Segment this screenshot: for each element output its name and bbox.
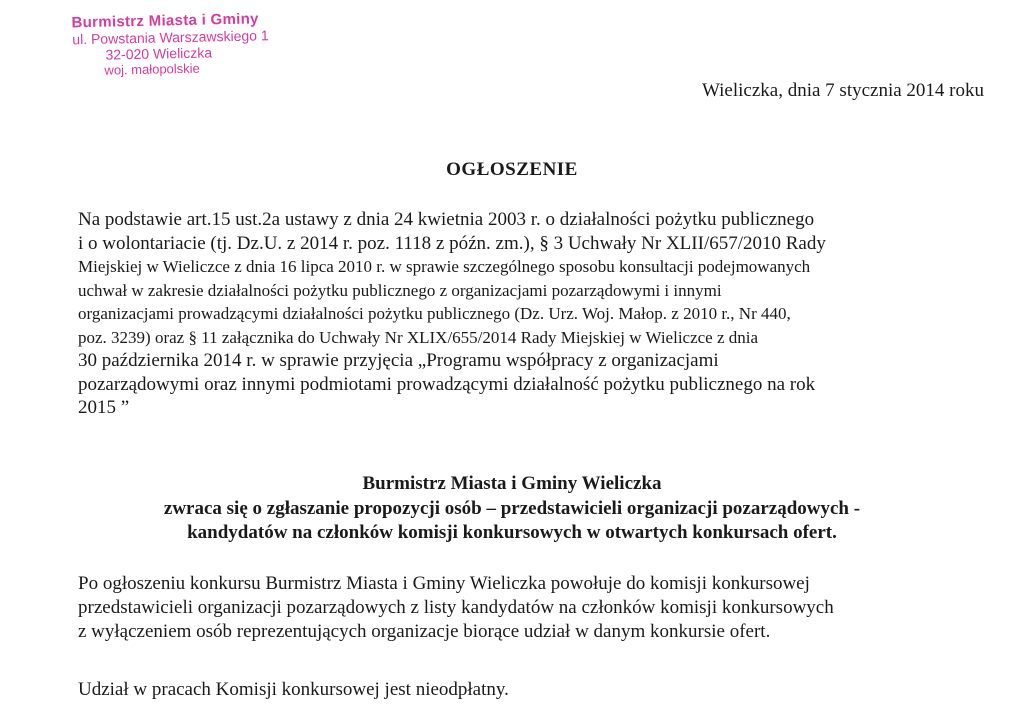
paragraph-line: z wyłączeniem osób reprezentujących organizacje biorące udział w danym konkursie ofert. xyxy=(78,621,771,642)
unpaid-notice-paragraph xyxy=(78,678,978,702)
paragraph-line: przedstawicieli organizacji pozarządowych z listy kandydatów na członków komisji konkursowych xyxy=(78,597,834,618)
paragraph-line: Miejskiej w Wieliczce z dnia 16 lipca 2010 r. w sprawie szczególnego sposobu konsultacji podejmowanych xyxy=(78,257,811,276)
legal-basis-paragraph xyxy=(78,208,978,420)
stamp-line-voivodeship: woj. małopolskie xyxy=(104,60,200,78)
paragraph-line: 2015 ” xyxy=(78,397,130,418)
heading-line: zwraca się o zgłaszanie propozycji osób – przedstawicieli organizacji pozarządowych - xyxy=(163,497,861,519)
stamp-line-street: ul. Powstania Warszawskiego 1 xyxy=(72,27,269,48)
document-date: Wieliczka, dnia 7 stycznia 2014 roku xyxy=(701,80,984,101)
stamp-line-office: Burmistrz Miasta i Gminy xyxy=(71,10,259,32)
paragraph-line: Po ogłoszeniu konkursu Burmistrz Miasta i Gminy Wieliczka powołuje do komisji konkursowej xyxy=(78,573,810,594)
paragraph-line: uchwał w zakresie działalności pożytku publicznego z organizacjami pozarządowymi i innymi xyxy=(78,280,722,300)
heading-line: Burmistrz Miasta i Gminy Wieliczka xyxy=(362,473,662,494)
paragraph-line: pozarządowymi oraz innymi podmiotami prowadzącymi działalność pożytku publicznego na rok xyxy=(78,373,816,395)
paragraph-line: i o wolontariacie (tj. Dz.U. z 2014 r. poz. 1118 z późn. zm.), § 3 Uchwały Nr XLII/657/2010 Rady xyxy=(78,232,826,254)
page-title: OGŁOSZENIE xyxy=(446,159,578,180)
stamp-line-postcode: 32-020 Wieliczka xyxy=(105,44,213,63)
committee-paragraph xyxy=(78,572,978,644)
call-heading xyxy=(0,472,1024,546)
paragraph-line: organizacjami prowadzącymi działalności pożytku publicznego (Dz. Urz. Woj. Małop. z 2010 r., Nr 440, xyxy=(78,304,791,323)
official-stamp xyxy=(40,11,291,80)
paragraph-line: 30 października 2014 r. w sprawie przyjęcia „Programu współpracy z organizacjami xyxy=(78,350,719,371)
paragraph-line: Na podstawie art.15 ust.2a ustawy z dnia 24 kwietnia 2003 r. o działalności pożytku publicznego xyxy=(78,209,815,230)
paragraph-line: poz. 3239) oraz § 11 załącznika do Uchwały Nr XLIX/655/2014 Rady Miejskiej w Wieliczce z dnia xyxy=(78,327,759,347)
heading-line: kandydatów na członków komisji konkursowych w otwartych konkursach ofert. xyxy=(187,522,837,543)
paragraph-line: Udział w pracach Komisji konkursowej jest nieodpłatny. xyxy=(78,679,509,700)
